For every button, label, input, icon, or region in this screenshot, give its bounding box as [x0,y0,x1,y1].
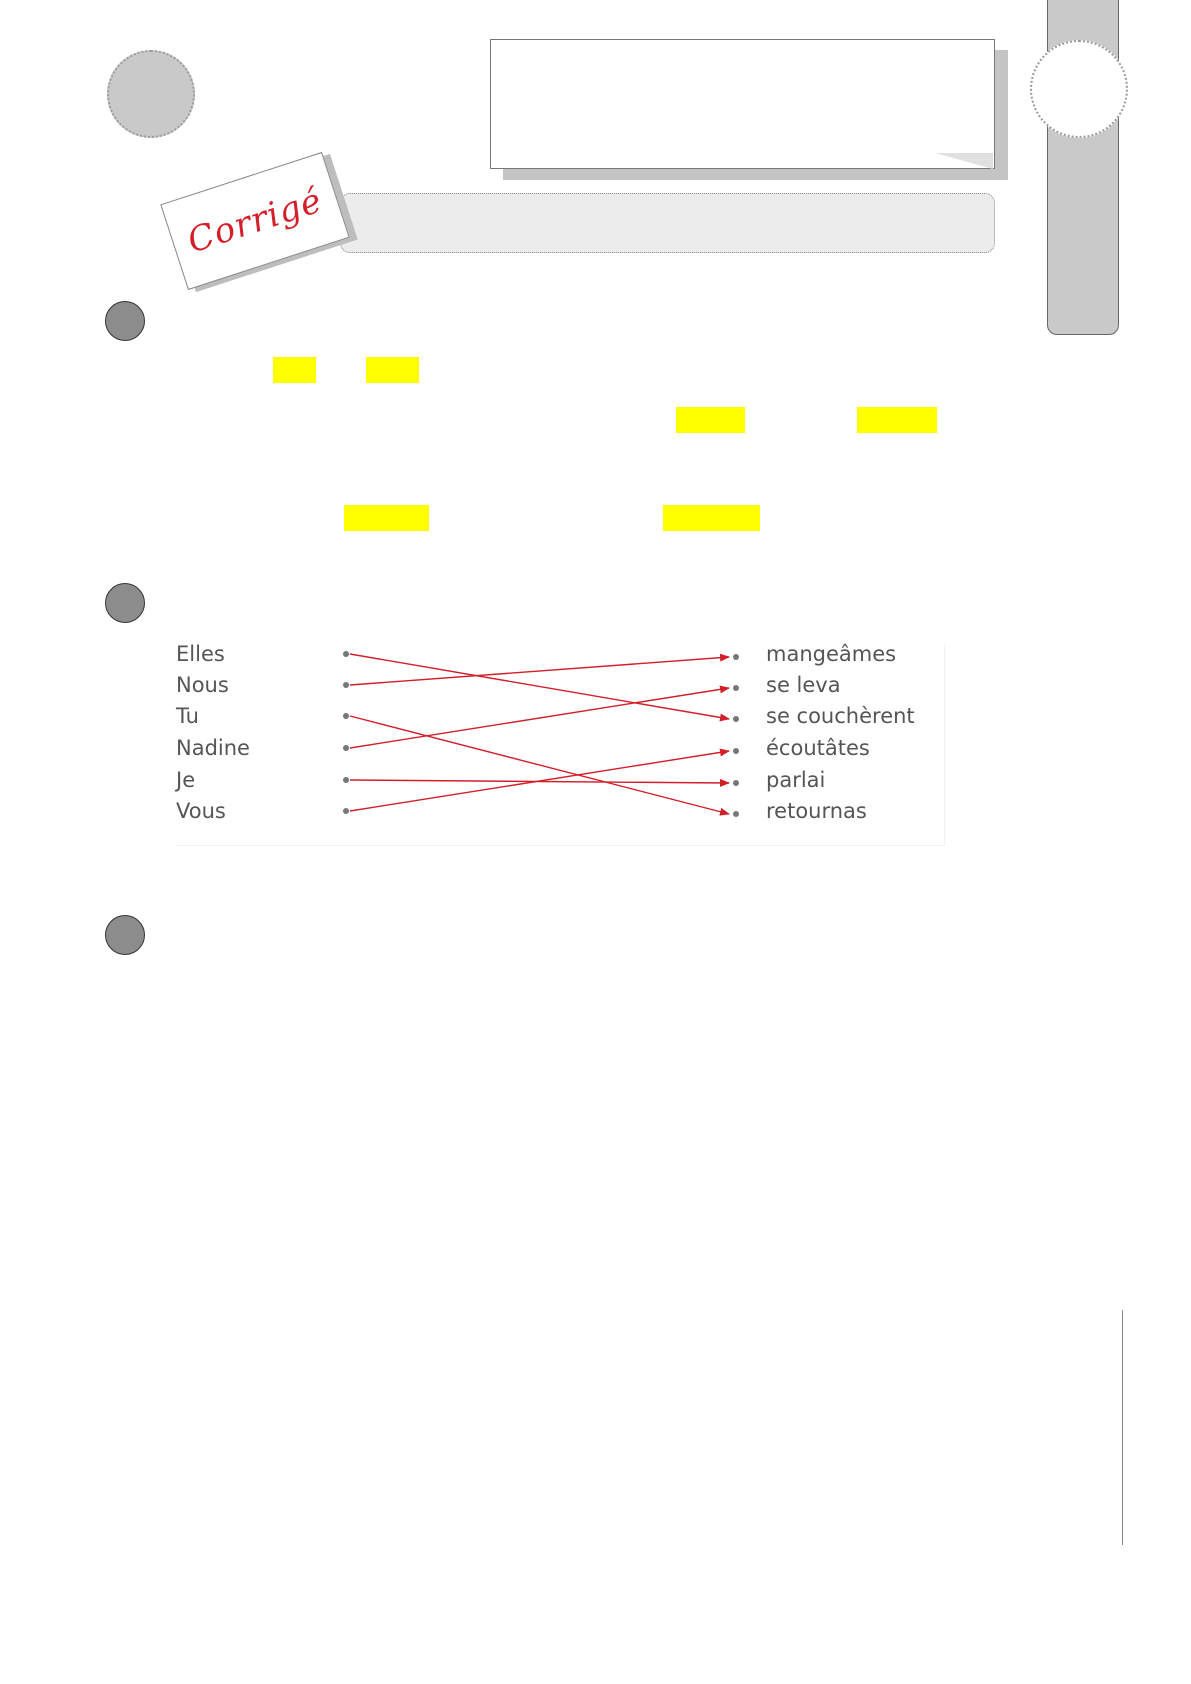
title-card-curl [935,153,993,169]
subject-2: Tu [176,704,199,728]
verb-dot-3[interactable] [733,748,739,754]
highlight-4 [857,407,937,433]
verb-dot-0[interactable] [733,654,739,660]
matching-exercise [176,642,945,846]
subject-dot-2[interactable] [343,713,349,719]
highlight-2 [366,357,419,383]
subject-dot-1[interactable] [343,682,349,688]
subject-dot-5[interactable] [343,808,349,814]
verb-4: parlai [766,768,826,792]
verb-1: se leva [766,673,841,697]
subtitle-banner [340,193,995,253]
highlight-5 [344,505,429,531]
subject-5: Vous [176,799,226,823]
verb-0: mangeâmes [766,642,897,666]
subject-dot-4[interactable] [343,777,349,783]
verb-5: retournas [766,799,867,823]
exercise-3-number [105,915,145,955]
highlight-3 [676,407,745,433]
exercise-2-number [105,583,145,623]
subject-1: Nous [176,673,229,697]
link-arrow-0 [350,654,729,719]
verb-2: se couchèrent [766,704,915,728]
verb-dot-4[interactable] [733,780,739,786]
verb-dot-1[interactable] [733,685,739,691]
verb-dot-5[interactable] [733,811,739,817]
title-card [490,39,995,169]
link-arrow-1 [350,657,729,685]
subject-dot-3[interactable] [343,745,349,751]
highlight-1 [273,357,316,383]
exercise-1-number [105,301,145,341]
subject-3: Nadine [176,736,250,760]
subject-0: Elles [176,642,225,666]
corrige-tag-label: Corrigé [182,180,328,262]
decorative-badge-left [107,50,195,138]
verb-3: écoutâtes [766,736,870,760]
subject-4: Je [176,768,196,792]
verb-dot-2[interactable] [733,716,739,722]
decorative-badge-right [1030,40,1128,138]
highlight-6 [663,505,760,531]
subject-dot-0[interactable] [343,651,349,657]
margin-line [1122,1310,1123,1545]
link-arrow-3 [350,688,729,748]
link-arrow-2 [350,716,729,814]
